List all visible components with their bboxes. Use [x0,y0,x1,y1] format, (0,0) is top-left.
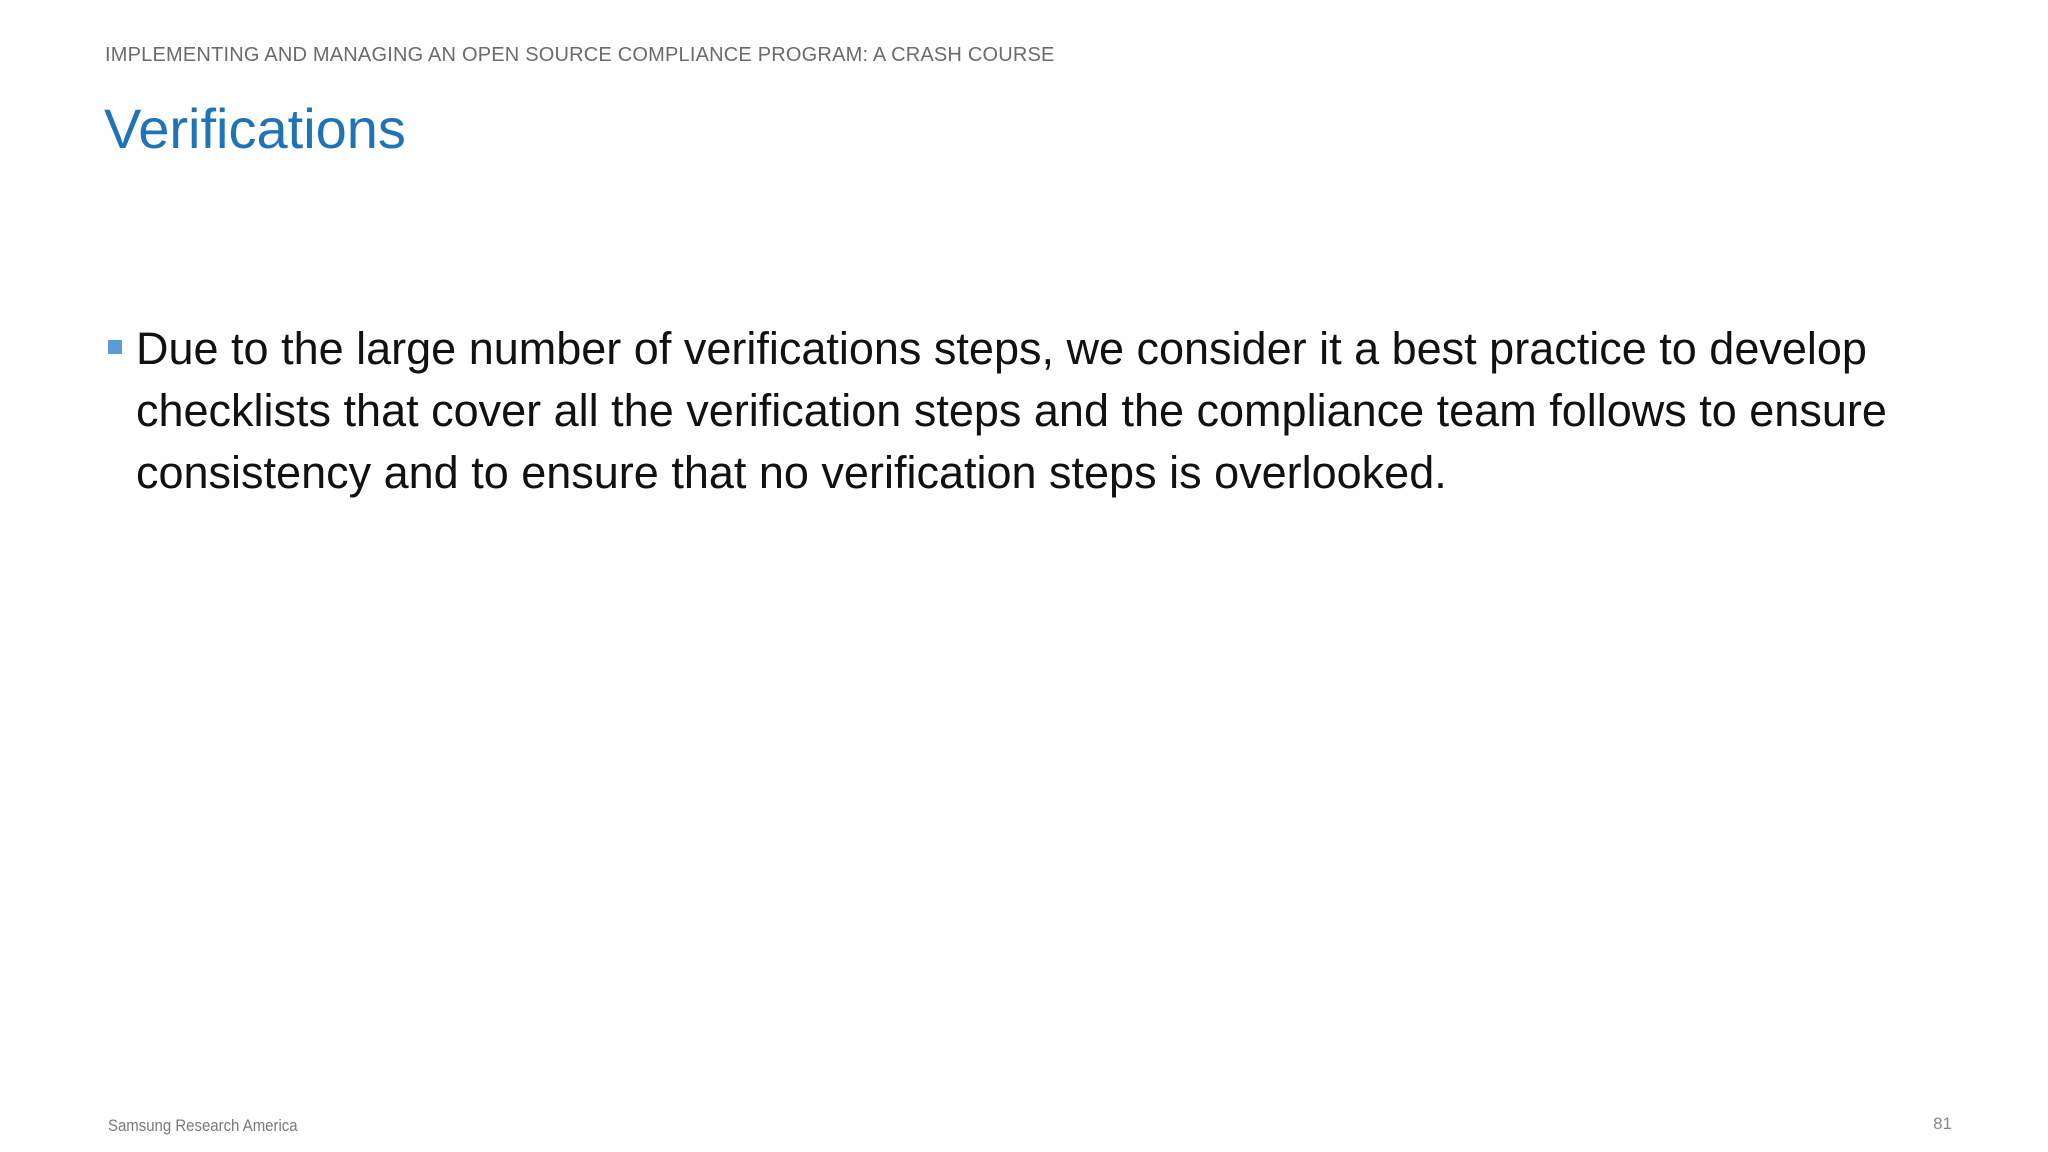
bullet-text: Due to the large number of verifications steps, we consider it a best practice to develop checklists that cover all the verification steps and the compliance team follows to ensure consistency and to ensure that no verification steps is overlooked. [136,323,1887,498]
bullet-item [108,318,1948,504]
slide-title: Verifications [104,97,406,160]
page-number: 81 [1933,1114,1952,1133]
bullet-list [108,318,1948,504]
header-kicker: IMPLEMENTING AND MANAGING AN OPEN SOURCE COMPLIANCE PROGRAM: A CRASH COURSE [105,44,1055,66]
square-bullet-icon [108,340,122,354]
footer-organization: Samsung Research America [108,1116,298,1135]
